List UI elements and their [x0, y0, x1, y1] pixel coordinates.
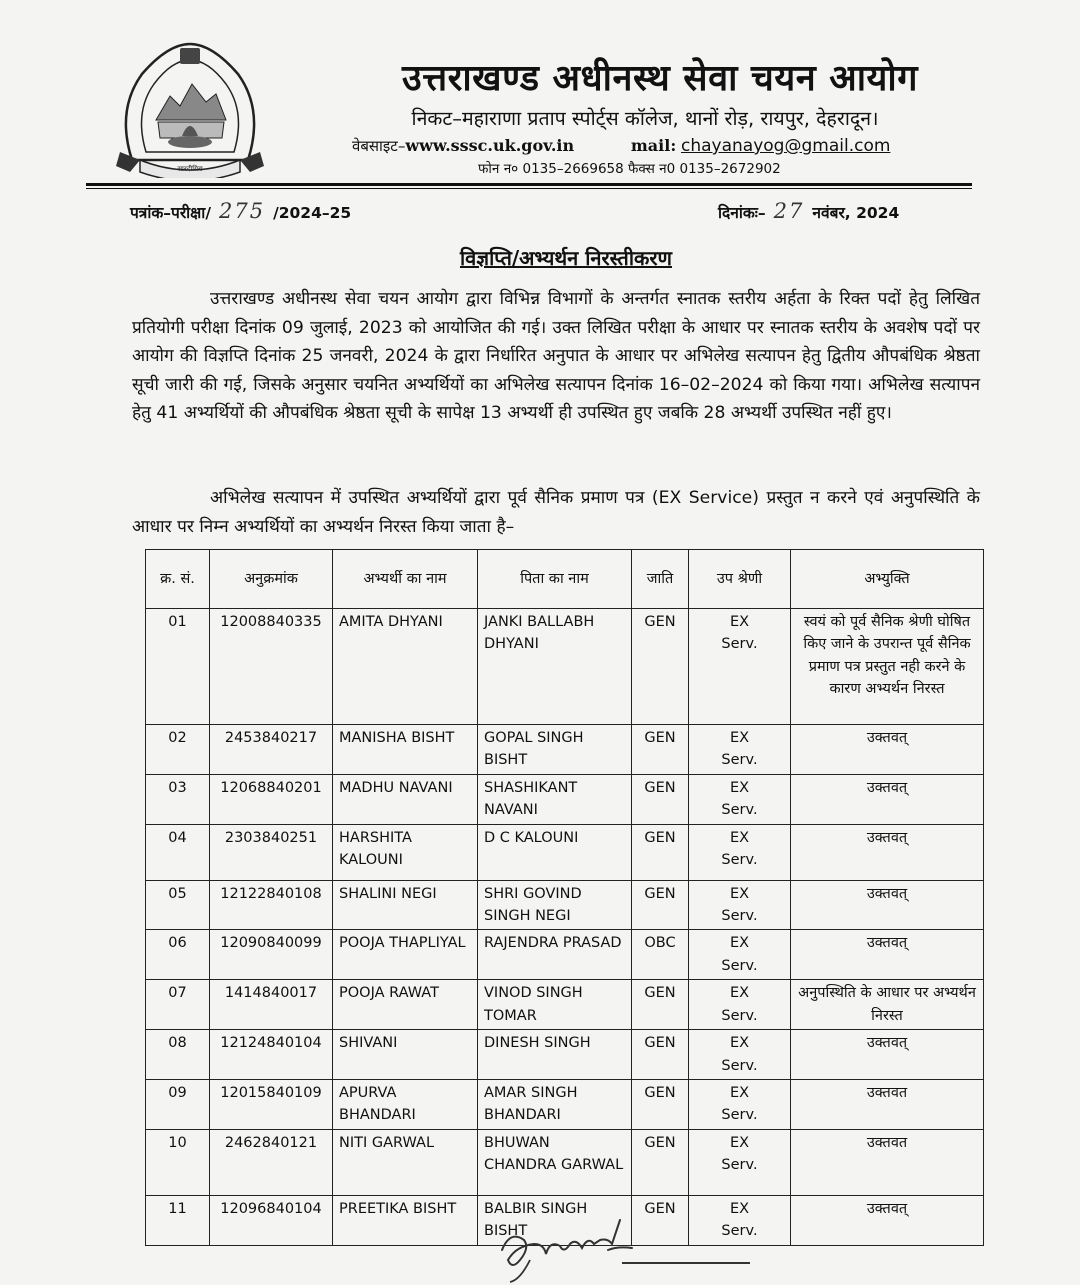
cell-remarks: उक्तवत्	[791, 1195, 984, 1245]
website-link[interactable]: www.sssc.uk.gov.in	[405, 136, 575, 155]
cell-father-name: BALBIR SINGH BISHT	[478, 1195, 632, 1245]
cell-roll-number: 2462840121	[210, 1129, 333, 1195]
cell-subcategory: EX Serv.	[689, 930, 791, 980]
cell-father-name: D C KALOUNI	[478, 824, 632, 880]
col-header-subcategory: उप श्रेणी	[689, 550, 791, 609]
body-paragraph-1: उत्तराखण्ड अधीनस्थ सेवा चयन आयोग द्वारा विभिन्न विभागों के अन्तर्गत स्नातक स्तरीय अर्हता के रिक्त पदों हेतु लिखित प्रतियोगी परीक्षा दिनांक 09 जुलाई, 2023 को आयोजित की गई। उक्त लिखित परीक्षा के आधार पर स्नातक स्तरीय के अवशेष पदों पर आयोग की विज्ञप्ति दिनांक 25 जनवरी, 2024 के द्वारा निर्धारित अनुपात के आधार पर अभिलेख सत्यापन हेतु द्वितीय औपबंधिक श्रेष्ठता सूची जारी की गई, जिसके अनुसार चयनित अभ्यर्थियों का अभिलेख सत्यापन दिनांक 16–02–2024 को किया गया। अभिलेख सत्यापन हेतु 41 अभ्यर्थियों की औपबंधिक श्रेष्ठता सूची के सापेक्ष 13 अभ्यर्थी ही उपस्थित हुए जबकि 28 अभ्यर्थी उपस्थित नहीं हुए।	[132, 289, 980, 424]
cell-subcategory: EX Serv.	[689, 774, 791, 824]
cell-subcategory: EX Serv.	[689, 609, 791, 725]
cell-category: GEN	[632, 980, 689, 1030]
table-header-row	[146, 550, 984, 609]
cell-remarks: उक्तवत्	[791, 1030, 984, 1080]
cell-subcategory: EX Serv.	[689, 824, 791, 880]
cell-candidate-name: HARSHITA KALOUNI	[333, 824, 478, 880]
cell-father-name: AMAR SINGH BHANDARI	[478, 1080, 632, 1130]
cell-subcategory: EX Serv.	[689, 1129, 791, 1195]
col-header-remarks: अभ्युक्ति	[791, 550, 984, 609]
cell-candidate-name: APURVA BHANDARI	[333, 1080, 478, 1130]
cell-subcategory: EX Serv.	[689, 1030, 791, 1080]
cell-father-name: JANKI BALLABH DHYANI	[478, 609, 632, 725]
cell-roll-number: 2303840251	[210, 824, 333, 880]
commission-seal-icon	[112, 40, 268, 178]
cell-sn: 11	[146, 1195, 210, 1245]
cell-remarks: उक्तवत	[791, 1129, 984, 1195]
cell-sn: 08	[146, 1030, 210, 1080]
table-row	[146, 774, 984, 824]
table-row	[146, 880, 984, 930]
cell-candidate-name: MADHU NAVANI	[333, 774, 478, 824]
table-body	[146, 609, 984, 1246]
cell-category: OBC	[632, 930, 689, 980]
cell-father-name: BHUWAN CHANDRA GARWAL	[478, 1129, 632, 1195]
contact-web-line	[352, 136, 890, 156]
cell-candidate-name: POOJA THAPLIYAL	[333, 930, 478, 980]
cell-father-name: SHRI GOVIND SINGH NEGI	[478, 880, 632, 930]
cell-sn: 10	[146, 1129, 210, 1195]
signature-underline	[622, 1262, 750, 1264]
cell-candidate-name: MANISHA BISHT	[333, 725, 478, 775]
phone-fax-line: फोन न० 0135–2669658 फैक्स न0 0135–2672902	[478, 161, 781, 177]
cell-remarks: उक्तवत्	[791, 824, 984, 880]
reference-date: दिनांकः– 27 नवंबर, 2024	[718, 199, 900, 223]
cell-category: GEN	[632, 1030, 689, 1080]
cell-subcategory: EX Serv.	[689, 880, 791, 930]
cell-roll-number: 1414840017	[210, 980, 333, 1030]
cell-candidate-name: NITI GARWAL	[333, 1129, 478, 1195]
cell-category: GEN	[632, 725, 689, 775]
cancellation-table	[145, 549, 984, 1246]
cell-roll-number: 12015840109	[210, 1080, 333, 1130]
cell-category: GEN	[632, 1195, 689, 1245]
col-header-sn: क्र. सं.	[146, 550, 210, 609]
notice-title: विज्ञप्ति/अभ्यर्थन निरस्तीकरण	[459, 246, 673, 270]
cell-remarks: अनुपस्थिति के आधार पर अभ्यर्थन निरस्त	[791, 980, 984, 1030]
cell-category: GEN	[632, 774, 689, 824]
cell-sn: 01	[146, 609, 210, 725]
table-row	[146, 1080, 984, 1130]
svg-text:सारदीगिरा: सारदीगिरा	[177, 165, 203, 173]
table-row	[146, 1030, 984, 1080]
cell-roll-number: 12090840099	[210, 930, 333, 980]
cell-candidate-name: AMITA DHYANI	[333, 609, 478, 725]
table-row	[146, 609, 984, 725]
table-row	[146, 824, 984, 880]
col-header-name: अभ्यर्थी का नाम	[333, 550, 478, 609]
cell-father-name: VINOD SINGH TOMAR	[478, 980, 632, 1030]
cell-category: GEN	[632, 880, 689, 930]
body-paragraph-2: अभिलेख सत्यापन में उपस्थित अभ्यर्थियों द्वारा पूर्व सैनिक प्रमाण पत्र (EX Service) प्रस्तुत न करने एवं अनुपस्थिति के आधार पर निम्न अभ्यर्थियों का अभ्यर्थन निरस्त किया जाता है–	[132, 488, 980, 537]
cell-roll-number: 2453840217	[210, 725, 333, 775]
cell-father-name: DINESH SINGH	[478, 1030, 632, 1080]
header-divider	[86, 183, 972, 186]
cell-roll-number: 12124840104	[210, 1030, 333, 1080]
cell-sn: 07	[146, 980, 210, 1030]
table-row	[146, 725, 984, 775]
header-divider-thin	[86, 188, 972, 189]
cell-father-name: GOPAL SINGH BISHT	[478, 725, 632, 775]
cell-remarks: उक्तवत्	[791, 725, 984, 775]
cell-roll-number: 12008840335	[210, 609, 333, 725]
cell-category: GEN	[632, 609, 689, 725]
cell-candidate-name: PREETIKA BISHT	[333, 1195, 478, 1245]
cell-remarks: उक्तवत्	[791, 774, 984, 824]
cell-candidate-name: SHIVANI	[333, 1030, 478, 1080]
cell-subcategory: EX Serv.	[689, 1195, 791, 1245]
cell-roll-number: 12122840108	[210, 880, 333, 930]
cell-subcategory: EX Serv.	[689, 980, 791, 1030]
cell-roll-number: 12096840104	[210, 1195, 333, 1245]
cell-sn: 02	[146, 725, 210, 775]
table-row	[146, 930, 984, 980]
reference-handwritten-number: 275	[218, 199, 266, 223]
cell-sn: 03	[146, 774, 210, 824]
org-title: उत्तराखण्ड अधीनस्थ सेवा चयन आयोग	[402, 58, 918, 99]
cell-sn: 09	[146, 1080, 210, 1130]
cell-father-name: SHASHIKANT NAVANI	[478, 774, 632, 824]
cell-remarks: स्वयं को पूर्व सैनिक श्रेणी घोषित किए जाने के उपरान्त पूर्व सैनिक प्रमाण पत्र प्रस्तुत नही करने के कारण अभ्यर्थन निरस्त	[791, 609, 984, 725]
cell-sn: 04	[146, 824, 210, 880]
cell-subcategory: EX Serv.	[689, 725, 791, 775]
cell-category: GEN	[632, 1129, 689, 1195]
cell-remarks: उक्तवत	[791, 1080, 984, 1130]
cell-candidate-name: POOJA RAWAT	[333, 980, 478, 1030]
table-row	[146, 1129, 984, 1195]
mail-label: mail:	[630, 136, 677, 155]
col-header-category: जाति	[632, 550, 689, 609]
cell-candidate-name: SHALINI NEGI	[333, 880, 478, 930]
email-link[interactable]: chayanayog@gmail.com	[681, 136, 891, 156]
org-address: निकट–महाराणा प्रताप स्पोर्ट्स कॉलेज, थानों रोड़, रायपुर, देहरादून।	[411, 107, 879, 130]
cell-category: GEN	[632, 824, 689, 880]
reference-number: पत्रांक–परीक्षा/ 275 /2024–25	[130, 199, 352, 223]
cell-remarks: उक्तवत्	[791, 880, 984, 930]
reference-handwritten-day: 27	[773, 199, 805, 223]
cell-sn: 05	[146, 880, 210, 930]
website-label: वेबसाइट–	[352, 137, 406, 155]
signature-icon	[490, 1210, 650, 1285]
col-header-roll: अनुक्रमांक	[210, 550, 333, 609]
cell-remarks: उक्तवत्	[791, 930, 984, 980]
cell-category: GEN	[632, 1080, 689, 1130]
cell-subcategory: EX Serv.	[689, 1080, 791, 1130]
cell-father-name: RAJENDRA PRASAD	[478, 930, 632, 980]
cell-roll-number: 12068840201	[210, 774, 333, 824]
table-row	[146, 980, 984, 1030]
cell-sn: 06	[146, 930, 210, 980]
col-header-father: पिता का नाम	[478, 550, 632, 609]
